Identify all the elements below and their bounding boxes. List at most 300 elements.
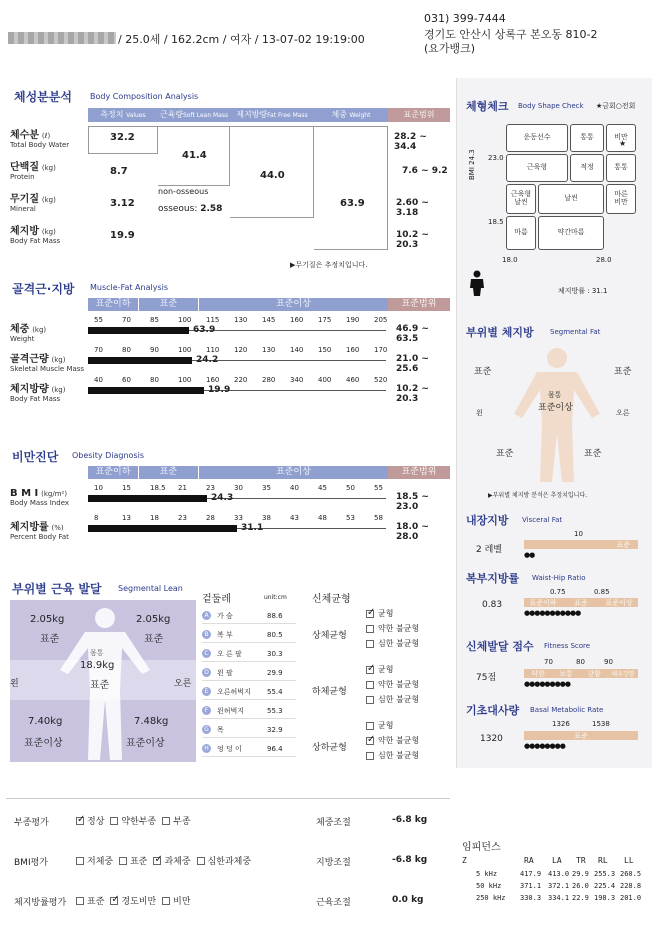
impedance-cell: 371.1 [520, 882, 542, 890]
balance-group-label: 상체균형 [312, 631, 347, 641]
gym-address: 경기도 안산시 상록구 본오동 810-2 [424, 28, 598, 41]
non-osseous-label: non-osseous [158, 187, 209, 196]
muscle_fat-bar [88, 327, 189, 334]
mineral-range: 2.60 ~ 3.18 [396, 198, 429, 218]
scale-tick: 115 [206, 316, 220, 324]
eval-option [110, 894, 156, 907]
impedance-cell: 228.8 [620, 882, 642, 890]
muscle_fat-bar-value: 24.2 [196, 355, 219, 365]
scale-tick: 33 [234, 514, 243, 522]
whr-mark2: 0.85 [594, 588, 610, 596]
scale-tick: 21 [178, 484, 187, 492]
visceral-dots: ●● [524, 551, 535, 559]
gym-phone: 031) 399-7444 [424, 12, 506, 25]
eval-option [197, 854, 251, 867]
row-water-label: 체수분 (ℓ) Total Body Water [10, 130, 70, 149]
balance-option-text: 약한 불균형 [378, 624, 420, 633]
body-composition-section [10, 86, 450, 271]
scale-tick: 110 [206, 346, 220, 354]
fitness-value: 75점 [476, 673, 497, 683]
fat-right-arm: 표준 [614, 367, 632, 377]
girth-name: 왼 팔 [217, 668, 233, 677]
muscle-fat-section [10, 278, 450, 418]
eval-option-text: 과체중 [164, 857, 191, 867]
eval-option-text: 비만 [173, 897, 191, 907]
whr-value: 0.83 [482, 600, 503, 610]
water-value: 32.2 [110, 132, 135, 143]
checkbox [110, 817, 118, 825]
obesity-bar [88, 495, 207, 502]
checkbox [162, 817, 170, 825]
water-box [88, 126, 158, 154]
balance-option-text: 심한 불균형 [378, 695, 420, 704]
eval-option [153, 854, 190, 867]
obesity-range: 18.0 ~ 28.0 [396, 522, 429, 542]
edema-options [76, 814, 197, 828]
muscle_fat-range: 10.2 ~ 20.3 [396, 384, 429, 404]
col-range: 표준범위 [388, 108, 450, 122]
x-axis-left: 18.0 [502, 256, 518, 264]
body-shape-legend: ★금회○전회 [596, 102, 636, 110]
protein-value: 8.7 [110, 166, 128, 177]
girth-code-icon: C [202, 649, 211, 658]
impedance-cell: 372.1 [548, 882, 570, 890]
eval-option-text: 약한부종 [121, 817, 157, 827]
scale-tick: 38 [262, 514, 271, 522]
scale-tick: 80 [122, 346, 131, 354]
right-arm-lean: 2.05kg [136, 614, 171, 625]
balance-option-text: 약한 불균형 [378, 680, 420, 689]
balance-option-text: 심한 불균형 [378, 639, 420, 648]
scale-tick: 170 [374, 346, 388, 354]
row-fat-label: 체지방 (kg) Body Fat Mass [10, 226, 61, 245]
impedance-section [462, 838, 652, 918]
col-soft-lean: 근육량Soft Lean Mass [158, 108, 230, 122]
scale-tick: 130 [234, 316, 248, 324]
row-protein-label: 단백질 (kg) Protein [10, 162, 56, 181]
scale-tick: 70 [94, 346, 103, 354]
girth-name: 가 슴 [217, 611, 233, 620]
impedance-header: TR [576, 856, 586, 865]
gym-name: (요가뱅크) [424, 42, 476, 55]
impedance-cell: 5 kHz [476, 870, 498, 878]
mf-head-range: 표준범위 [388, 298, 450, 311]
right-arm-grade: 표준 [144, 634, 164, 645]
segmental-lean-subtitle: Segmental Lean [118, 584, 183, 593]
scale-tick: 43 [290, 514, 299, 522]
impedance-cell: 413.0 [548, 870, 570, 878]
eval-option [162, 814, 190, 827]
trunk-label: 몸통 [90, 649, 104, 657]
scale-tick: 58 [374, 514, 383, 522]
left-leg-grade: 표준이상 [24, 738, 63, 749]
scale-tick: 160 [290, 316, 304, 324]
cell-thin-obese: 마른 비만 [606, 184, 636, 214]
trunk-lean: 18.9kg [80, 660, 115, 671]
eval-option-text: 표준 [130, 857, 148, 867]
bmr-value: 1320 [480, 734, 503, 744]
scale-tick: 48 [318, 514, 327, 522]
bmi-options [76, 854, 257, 868]
girth-value: 32.9 [267, 725, 283, 734]
muscle_fat-bar-value: 19.9 [208, 385, 231, 395]
girth-code-icon: D [202, 668, 211, 677]
fitness-subtitle: Fitness Score [544, 642, 591, 650]
weight-control-label: 체중조절 [316, 818, 351, 828]
scale-tick: 10 [94, 484, 103, 492]
fat-figure-icon [512, 344, 602, 484]
muscle_fat-row-label: 체지방량 (kg) Body Fat Mass [10, 384, 66, 403]
checkbox [153, 857, 161, 865]
girth-row [202, 608, 296, 624]
visceral-bar: 표준 [524, 540, 638, 549]
fitness-m1: 70 [544, 658, 553, 666]
bmr-m1: 1326 [552, 720, 570, 728]
scale-tick: 160 [346, 346, 360, 354]
obesity-row-label: 체지방률 (%) Percent Body Fat [10, 522, 69, 541]
scale-tick: 120 [234, 346, 248, 354]
muscle-fat-title: 골격근·지방 [12, 282, 75, 296]
girth-value: 96.4 [267, 744, 283, 753]
body-composition-title: 체성분분석 [14, 90, 72, 104]
impedance-cell: 330.3 [520, 894, 542, 902]
mineral-value: 3.12 [110, 198, 135, 209]
mf-head-normal: 표준 [138, 298, 198, 311]
cell-slim: 날씬 [538, 184, 604, 214]
girth-code-icon: G [202, 725, 211, 734]
balance-option-text: 균형 [378, 721, 394, 730]
scale-tick: 100 [178, 376, 192, 384]
balance-option [366, 750, 419, 761]
scale-tick: 140 [290, 346, 304, 354]
y-axis-bottom: 18.5 [488, 218, 504, 226]
weight-value: 63.9 [340, 198, 365, 209]
scale-tick: 130 [262, 346, 276, 354]
bmr-dots: ●●●●●●●● [524, 742, 565, 750]
eval-option-text: 부종 [173, 817, 191, 827]
girth-value: 30.3 [267, 649, 283, 658]
eval-option-text: 표준 [87, 897, 105, 907]
fat-side-left: 왼 [476, 409, 483, 417]
fat-range: 10.2 ~ 20.3 [396, 230, 429, 250]
bmr-subtitle: Basal Metabolic Rate [530, 706, 604, 714]
balance-section [300, 590, 450, 770]
pbf-options [76, 894, 197, 908]
evaluation-section [6, 798, 450, 916]
impedance-cell: 250 kHz [476, 894, 506, 902]
scale-tick: 55 [94, 316, 103, 324]
scale-tick: 100 [178, 346, 192, 354]
bmi-eval-label: BMI평가 [14, 858, 48, 868]
muscle-control-value: 0.0 kg [392, 895, 424, 905]
segmental-lean-section [10, 580, 196, 780]
girth-row [202, 703, 296, 719]
impedance-cell: 225.4 [594, 882, 616, 890]
scale-tick: 90 [150, 346, 159, 354]
eval-option-text: 정상 [87, 817, 105, 827]
bmr-section [462, 700, 652, 756]
obesity-range: 18.5 ~ 23.0 [396, 492, 429, 512]
left-leg-lean: 7.40kg [28, 716, 63, 727]
scale-tick: 150 [318, 346, 332, 354]
obesity-subtitle: Obesity Diagnosis [72, 451, 144, 460]
segmental-fat-note: ▶부위별 체지방 분석은 추정치입니다. [488, 492, 588, 499]
impedance-title: 임피던스 [462, 842, 501, 853]
checkbox [366, 640, 374, 648]
trunk-grade: 표준 [90, 680, 110, 691]
impedance-cell: 29.9 [572, 870, 589, 878]
girth-unit: unit:cm [264, 594, 287, 601]
impedance-cell: 255.3 [594, 870, 616, 878]
col-weight: 체중 Weight [314, 108, 388, 122]
girth-row [202, 684, 296, 700]
ob-head-below: 표준이하 [88, 466, 138, 479]
visceral-section [462, 510, 652, 562]
balance-option-text: 약한 불균형 [378, 736, 420, 745]
balance-group-label: 하체균형 [312, 687, 347, 697]
side-left-label: 왼 [10, 679, 19, 689]
muscle_fat-row-label: 체중 (kg) Weight [10, 324, 47, 343]
girth-name: 엉 덩 이 [217, 744, 242, 753]
fat-right-leg: 표준 [584, 449, 602, 459]
girth-value: 80.5 [267, 630, 283, 639]
scale-tick: 280 [262, 376, 276, 384]
balance-option-text: 균형 [378, 665, 394, 674]
impedance-cell: 22.9 [572, 894, 589, 902]
side-right-label: 오른 [174, 679, 192, 689]
col-values: 측정치 Values [88, 108, 158, 122]
body-shape-title: 체형체크 [466, 100, 509, 113]
girth-code-icon: B [202, 630, 211, 639]
impedance-cell: 50 kHz [476, 882, 502, 890]
edema-label: 부종평가 [14, 818, 49, 828]
scale-tick: 60 [122, 376, 131, 384]
checkbox [366, 681, 374, 689]
impedance-cell: 26.0 [572, 882, 589, 890]
bmi-axis-label: BMI 24.3 [468, 149, 476, 180]
checkbox [366, 737, 374, 745]
scale-tick: 15 [122, 484, 131, 492]
impedance-cell: 417.9 [520, 870, 542, 878]
person-figure-icon [468, 270, 486, 296]
eval-option [76, 814, 104, 827]
cell-thin: 마름 [506, 216, 536, 250]
whr-dots: ●●●●●●●●●●● [524, 609, 581, 617]
row-mineral-label: 무기질 (kg) Mineral [10, 194, 56, 213]
protein-range: 7.6 ~ 9.2 [402, 166, 448, 176]
scale-tick: 30 [234, 484, 243, 492]
visceral-value: 2 레벨 [476, 545, 502, 555]
soft-lean-value: 41.4 [182, 150, 207, 161]
mf-head-below: 표준이하 [88, 298, 138, 311]
segmental-lean-title: 부위별 근육 발달 [12, 582, 102, 596]
checkbox [76, 857, 84, 865]
girth-section [200, 590, 296, 770]
checkbox [366, 666, 374, 674]
fat-value: 19.9 [110, 230, 135, 241]
checkbox [366, 625, 374, 633]
girth-row [202, 722, 296, 738]
girth-code-icon: E [202, 687, 211, 696]
right-leg-lean: 7.48kg [134, 716, 169, 727]
scale-tick: 220 [234, 376, 248, 384]
balance-title: 신체균형 [312, 594, 351, 605]
visceral-title: 내장지방 [466, 514, 509, 527]
scale-tick: 70 [122, 316, 131, 324]
girth-name: 왼허벅지 [217, 706, 245, 715]
impedance-cell: 260.5 [620, 870, 642, 878]
member-info: / 25.0세 / 162.2cm / 여자 / 13-07-02 19:19:00 [118, 33, 365, 46]
right-leg-grade: 표준이상 [126, 738, 165, 749]
scale-tick: 80 [150, 376, 159, 384]
impedance-header: RL [598, 856, 608, 865]
eval-option [76, 894, 104, 907]
scale-tick: 40 [94, 376, 103, 384]
checkbox [76, 817, 84, 825]
scale-tick: 145 [262, 316, 276, 324]
girth-row [202, 665, 296, 681]
muscle-control-label: 근육조절 [316, 898, 351, 908]
ob-head-range: 표준범위 [388, 466, 450, 479]
obesity-title: 비만진단 [12, 450, 59, 464]
impedance-header: RA [524, 856, 534, 865]
fitness-section [462, 636, 652, 692]
muscle_fat-bar [88, 387, 204, 394]
scale-tick: 85 [150, 316, 159, 324]
impedance-cell: 334.1 [548, 894, 570, 902]
girth-row [202, 741, 296, 757]
col-fat-free: 제지방량Fat Free Mass [230, 108, 314, 122]
redacted-name [8, 32, 116, 44]
cell-chubby: 통통 [606, 154, 636, 182]
checkbox [76, 897, 84, 905]
cell-chubby-top: 통통 [570, 124, 604, 152]
bmr-title: 기초대사량 [466, 704, 520, 717]
eval-option-text: 경도비만 [121, 897, 157, 907]
left-arm-lean: 2.05kg [30, 614, 65, 625]
fitness-m2: 80 [576, 658, 585, 666]
water-range: 28.2 ~ 34.4 [394, 132, 427, 152]
obesity-section [10, 446, 450, 556]
bmr-bar: 표준 [524, 731, 638, 740]
balance-option [366, 694, 419, 705]
cell-obese: 비만 ★ [606, 124, 636, 152]
scale-tick: 175 [318, 316, 332, 324]
cell-muscular-slim: 근육형 날씬 [506, 184, 536, 214]
girth-code-icon: A [202, 611, 211, 620]
scale-tick: 100 [178, 316, 192, 324]
cell-muscular: 근육형 [506, 154, 568, 182]
girth-name: 목 [217, 725, 224, 734]
balance-option [366, 608, 393, 619]
scale-tick: 13 [122, 514, 131, 522]
scale-tick: 400 [318, 376, 332, 384]
fat-rate-axis: 체지방률 : 31.1 [558, 287, 608, 295]
checkbox [110, 897, 118, 905]
checkbox [366, 752, 374, 760]
scale-tick: 190 [346, 316, 360, 324]
segmental-fat-subtitle: Segmental Fat [550, 328, 601, 336]
eval-option [76, 854, 113, 867]
fitness-dots: ●●●●●●●●● [524, 680, 570, 688]
eval-option-text: 저체중 [87, 857, 114, 867]
girth-title: 겉둘레 [202, 594, 231, 605]
impedance-header: LL [624, 856, 634, 865]
muscle-fat-subtitle: Muscle-Fat Analysis [90, 283, 168, 292]
fitness-bar: 약한 보통 강함 매우강함 [524, 669, 638, 678]
scale-tick: 205 [374, 316, 388, 324]
impedance-header: LA [552, 856, 562, 865]
impedance-header: Z [462, 856, 467, 865]
current-star-icon: ★ [619, 139, 627, 148]
ob-head-above: 표준이상 [198, 466, 388, 479]
balance-option [366, 679, 419, 690]
girth-value: 29.9 [267, 668, 283, 677]
balance-option-text: 균형 [378, 609, 394, 618]
checkbox [366, 722, 374, 730]
eval-option [162, 894, 190, 907]
girth-code-icon: F [202, 706, 211, 715]
impedance-cell: 198.3 [594, 894, 616, 902]
cell-proper: 적정 [570, 154, 604, 182]
girth-name: 복 부 [217, 630, 233, 639]
mf-head-above: 표준이상 [198, 298, 388, 311]
whr-title: 복부지방률 [466, 572, 520, 585]
scale-tick: 18.5 [150, 484, 166, 492]
whr-mark1: 0.75 [550, 588, 566, 596]
scale-tick: 40 [290, 484, 299, 492]
cell-athlete: 운동선수 [506, 124, 568, 152]
body-shape-subtitle: Body Shape Check [518, 102, 584, 110]
scale-tick: 53 [346, 514, 355, 522]
balance-option-text: 심한 불균형 [378, 751, 420, 760]
balance-option [366, 638, 419, 649]
girth-row [202, 646, 296, 662]
scale-tick: 23 [178, 514, 187, 522]
girth-name: 오른허벅지 [217, 687, 251, 696]
muscle_fat-bar-value: 63.9 [193, 325, 216, 335]
scale-tick: 35 [262, 484, 271, 492]
weight-box [314, 126, 388, 250]
girth-value: 55.4 [267, 687, 283, 696]
scale-tick: 50 [346, 484, 355, 492]
fat-control-value: -6.8 kg [392, 855, 428, 865]
checkbox [119, 857, 127, 865]
segmental-fat-title: 부위별 체지방 [466, 326, 534, 339]
ob-head-normal: 표준 [138, 466, 198, 479]
fat-side-right: 오른 [616, 409, 630, 417]
scale-tick: 45 [318, 484, 327, 492]
fitness-m3: 90 [604, 658, 613, 666]
fitness-title: 신체발달 점수 [466, 640, 534, 653]
fat-trunk: 표준이상 [538, 403, 573, 413]
ffm-value: 44.0 [260, 170, 285, 181]
girth-code-icon: H [202, 744, 211, 753]
eval-option [119, 854, 147, 867]
eval-option [110, 814, 156, 827]
scale-tick: 460 [346, 376, 360, 384]
eval-option-text: 심한과체중 [207, 857, 252, 867]
segmental-fat-section [462, 322, 652, 502]
scale-tick: 8 [94, 514, 99, 522]
balance-group-label: 상하균형 [312, 743, 347, 753]
scale-tick: 340 [290, 376, 304, 384]
obesity-bar [88, 525, 237, 532]
girth-value: 88.6 [267, 611, 283, 620]
muscle_fat-range: 21.0 ~ 25.6 [396, 354, 429, 374]
scale-tick: 28 [206, 514, 215, 522]
checkbox [162, 897, 170, 905]
